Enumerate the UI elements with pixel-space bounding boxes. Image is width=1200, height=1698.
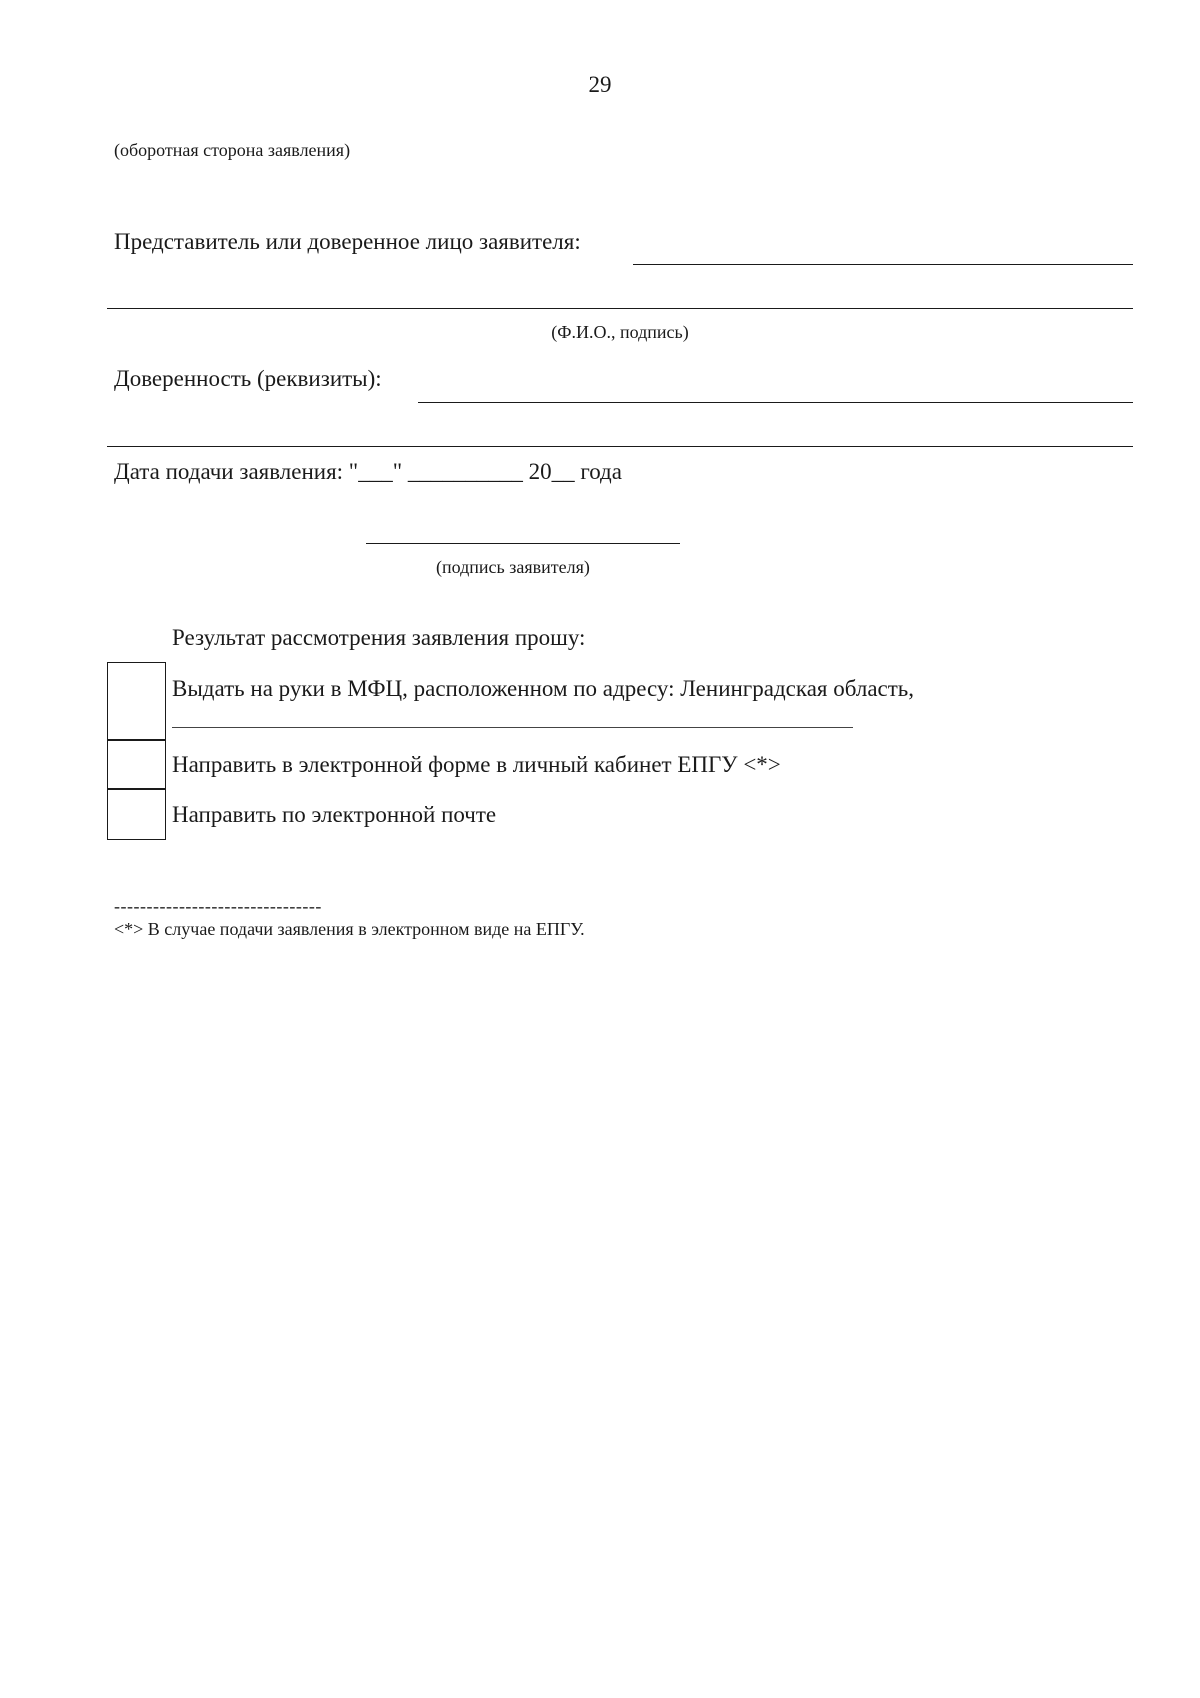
applicant-signature-caption: (подпись заявителя) bbox=[436, 557, 590, 577]
representative-input-line[interactable] bbox=[633, 264, 1133, 265]
power-of-attorney-label: Доверенность (реквизиты): bbox=[114, 366, 382, 391]
result-heading: Результат рассмотрения заявления прошу: bbox=[172, 625, 586, 650]
applicant-signature-line[interactable] bbox=[366, 543, 680, 544]
footnote-text: <*> В случае подачи заявления в электронном виде на ЕПГУ. bbox=[114, 919, 585, 939]
page-number: 29 bbox=[588, 72, 612, 97]
power-of-attorney-input-line[interactable] bbox=[418, 402, 1133, 403]
power-of-attorney-continuation-line[interactable] bbox=[107, 446, 1133, 447]
mfc-address-line[interactable] bbox=[172, 727, 853, 728]
option-label-email: Направить по электронной почте bbox=[172, 802, 497, 827]
checkbox-epgu[interactable] bbox=[107, 739, 166, 790]
option-label-mfc: Выдать на руки в МФЦ, расположенном по адресу: Ленинградская область, bbox=[172, 676, 915, 701]
document-subtitle: (оборотная сторона заявления) bbox=[114, 140, 351, 160]
representative-caption: (Ф.И.О., подпись) bbox=[551, 322, 689, 342]
option-label-epgu: Направить в электронной форме в личный кабинет ЕПГУ <*> bbox=[172, 752, 781, 777]
representative-label: Представитель или доверенное лицо заявителя: bbox=[114, 229, 581, 254]
checkbox-mfc[interactable] bbox=[107, 662, 166, 741]
footnote-separator: -------------------------------- bbox=[114, 896, 322, 916]
checkbox-email[interactable] bbox=[107, 788, 166, 840]
submission-date-line[interactable]: Дата подачи заявления: "___" __________ 20__ года bbox=[114, 459, 622, 484]
representative-continuation-line[interactable] bbox=[107, 308, 1133, 309]
